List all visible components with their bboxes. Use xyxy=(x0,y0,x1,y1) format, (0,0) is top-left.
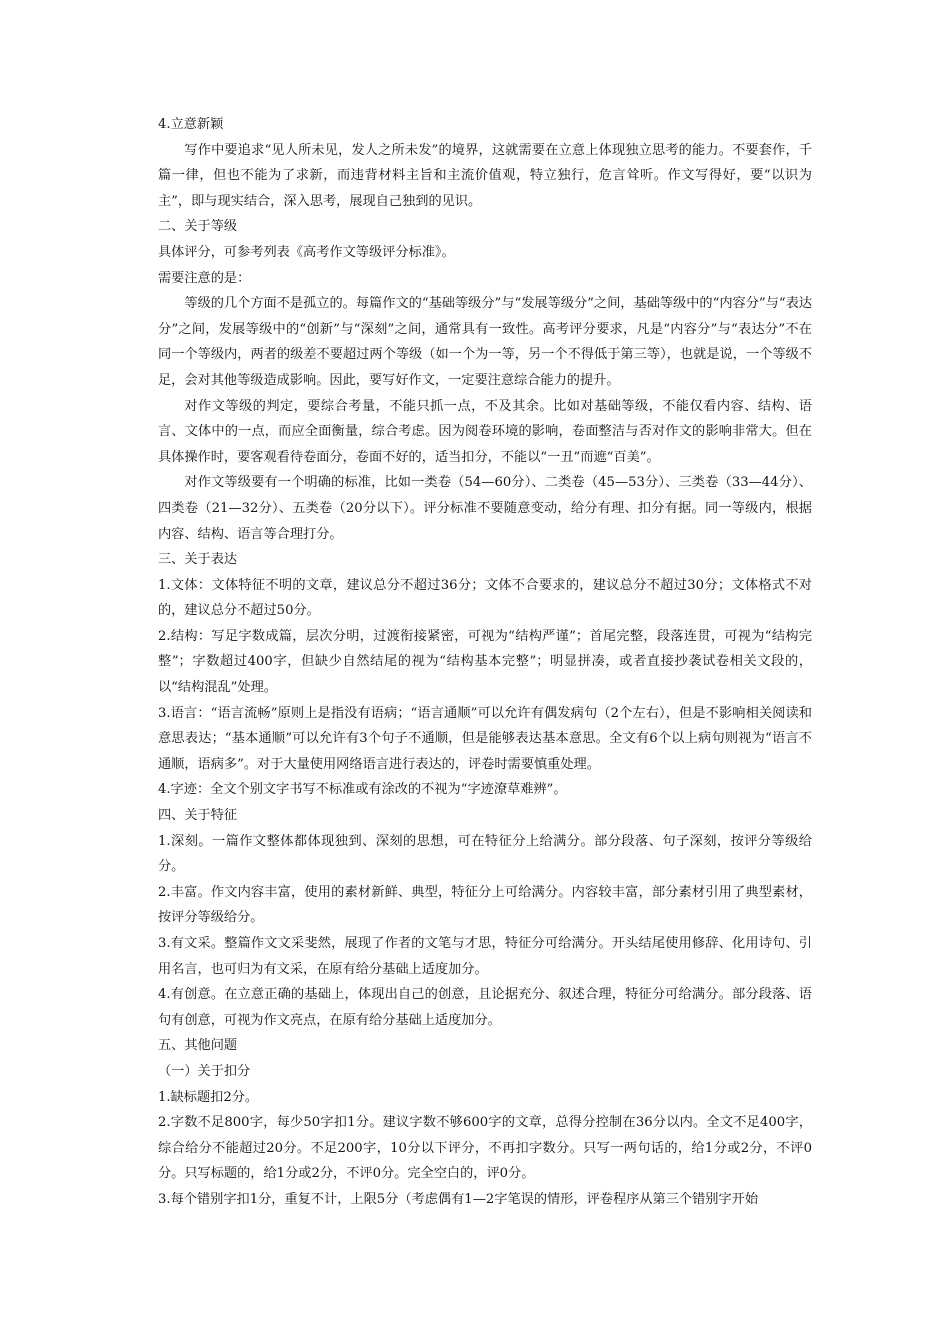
section-heading-grades: 二、关于等级 xyxy=(158,219,238,235)
list-item-depth: 1.深刻。一篇作文整体都体现独到、深刻的思想，可在特征分上给满分。部分段落、句子深刻，按评分等级给分。 xyxy=(158,833,812,875)
list-item-typos: 3.每个错别字扣1分，重复不计，上限5分（考虑偶有1—2字笔误的情形，评卷程序从第三个错别字开始 xyxy=(158,1191,759,1207)
list-item-genre: 1.文体：文体特征不明的文章，建议总分不超过36分；文体不合要求的，建议总分不超过30分；文体格式不对的，建议总分不超过50分。 xyxy=(158,577,812,619)
section-heading-other: 五、其他问题 xyxy=(158,1038,238,1054)
list-item-richness: 2.丰富。作文内容丰富，使用的素材新鲜、典型，特征分上可给满分。内容较丰富，部分素材引用了典型素材，按评分等级给分。 xyxy=(158,884,812,926)
paragraph-grade-reference: 具体评分，可参考列表《高考作文等级评分标准》。 xyxy=(158,244,455,260)
subsection-heading-deductions: （一）关于扣分 xyxy=(158,1063,251,1079)
section-heading-features: 四、关于特征 xyxy=(158,808,238,824)
list-item-structure: 2.结构：写足字数成篇，层次分明，过渡衔接紧密，可视为“结构严谨”；首尾完整，段落连贯，可视为“结构完整”；字数超过400字，但缺少自然结尾的视为“结构基本完整”；明显拼凑，或者直接抄袭试卷相关文段的，以“结构混乱”处理。 xyxy=(158,628,812,696)
list-item-word-count: 2.字数不足800字，每少50字扣1分。建议字数不够600字的文章，总得分控制在36分以内。全文不足400字，综合给分不能超过20分。不足200字，10分以下评分，不再扣字数分。只写一两句话的，给1分或2分，不评0分。只写标题的，给1分或2分，不评0分。完全空白的，评0分。 xyxy=(158,1115,812,1182)
paragraph-grade-consistency: 等级的几个方面不是孤立的。每篇作文的“基础等级分”与“发展等级分”之间，基础等级中的“内容分”与“表达分”之间，发展等级中的“创新”与“深刻”之间，通常具有一致性。高考评分要求，凡是“内容分”与“表达分”不在同一个等级内，两者的级差不要超过两个等级（如一个为一等，另一个不得低于第三等），也就是说，一个等级不足，会对其他等级造成影响。因此，要写好作文，一定要注意综合能力的提升。 xyxy=(158,296,812,388)
paragraph-grade-judgement: 对作文等级的判定，要综合考量，不能只抓一点，不及其余。比如对基础等级，不能仅看内容、结构、语言、文体中的一点，而应全面衡量，综合考虑。因为阅卷环境的影响，卷面整洁与否对作文的影响非常大。但在具体操作时，要客观看待卷面分，卷面不好的，适当扣分，不能以“一丑”而遮“百美”。 xyxy=(158,398,812,465)
paragraph-grade-standard: 对作文等级要有一个明确的标准，比如一类卷（54—60分）、二类卷（45—53分）、三类卷（33—44分）、四类卷（21—32分）、五类卷（20分以下）。评分标准不要随意变动，给分有理、扣分有据。同一等级内，根据内容、结构、语言等合理打分。 xyxy=(158,475,812,542)
list-item-language: 3.语言：“语言流畅”原则上是指没有语病；“语言通顺”可以允许有偶发病句（2个左右），但是不影响相关阅读和意思表达；“基本通顺”可以允许有3个句子不通顺，但是能够表达基本意思。全文有6个以上病句则视为“语言不通顺，语病多”。对于大量使用网络语言进行表达的，评卷时需要慎重处理。 xyxy=(158,705,812,772)
paragraph-note-intro: 需要注意的是： xyxy=(158,270,251,286)
list-item-creativity: 4.有创意。在立意正确的基础上，体现出自己的创意，且论据充分、叙述合理，特征分可给满分。部分段落、语句有创意，可视为作文亮点，在原有给分基础上适度加分。 xyxy=(158,987,812,1028)
section-heading-expression: 三、关于表达 xyxy=(158,552,238,568)
section-heading-innovation: 4.立意新颖 xyxy=(158,117,224,132)
list-item-missing-title: 1.缺标题扣2分。 xyxy=(158,1089,259,1105)
list-item-handwriting: 4.字迹：全文个别文字书写不标准或有涂改的不视为“字迹潦草难辨”。 xyxy=(158,782,567,798)
document-page xyxy=(158,112,812,1213)
list-item-literary-grace: 3.有文采。整篇作文文采斐然，展现了作者的文笔与才思，特征分可给满分。开头结尾使用修辞、化用诗句、引用名言，也可归为有文采，在原有给分基础上适度加分。 xyxy=(158,936,812,977)
paragraph-innovation: 写作中要追求“见人所未见，发人之所未发”的境界，这就需要在立意上体现独立思考的能力。不要套作，千篇一律，但也不能为了求新，而违背材料主旨和主流价值观，特立独行，危言耸听。作文写得好，要“以识为主”，即与现实结合，深入思考，展现自己独到的见识。 xyxy=(158,142,812,209)
